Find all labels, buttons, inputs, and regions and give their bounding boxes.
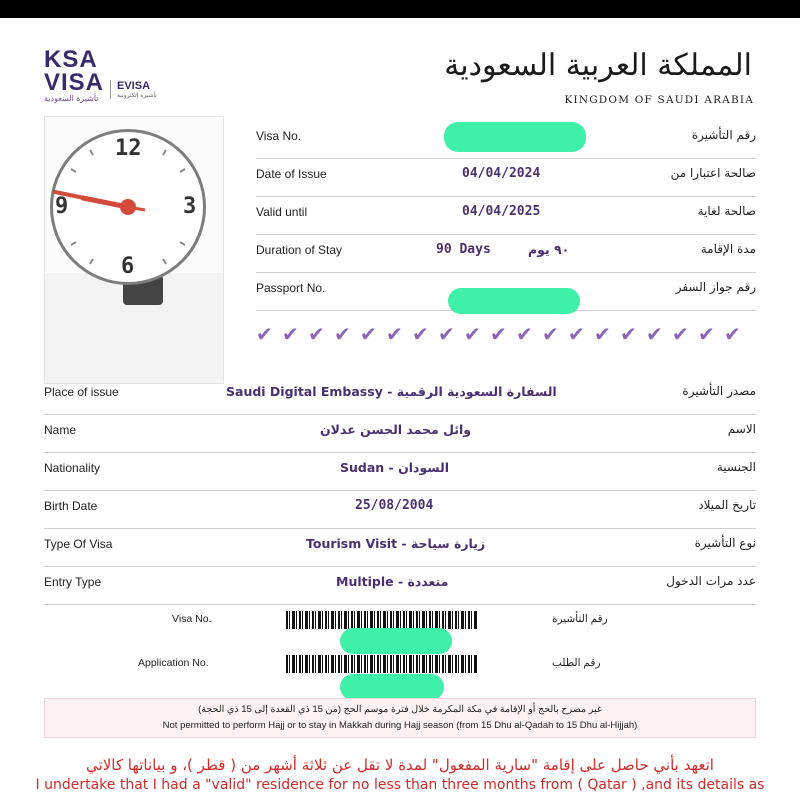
passport-label-ar: رقم جواز السفر bbox=[675, 280, 756, 294]
ksa-logo-line1: KSA bbox=[44, 46, 98, 73]
nationality-row bbox=[44, 452, 756, 491]
visa-type-label-ar: نوع التأشيرة bbox=[694, 536, 756, 550]
barcode-app-label-ar: رقم الطلب bbox=[552, 657, 601, 669]
passport-redaction bbox=[448, 288, 580, 314]
nationality-label: Nationality bbox=[44, 461, 101, 475]
issue-date-label-ar: صالحة اعتبارا من bbox=[670, 166, 756, 180]
duration-value-ar: ٩٠ يوم bbox=[528, 242, 570, 257]
evisa-logo-text: EVISA bbox=[117, 80, 151, 92]
place-of-issue-label-ar: مصدر التأشيرة bbox=[682, 384, 756, 398]
applicant-photo bbox=[44, 116, 224, 384]
birth-date-value: 25/08/2004 bbox=[355, 498, 434, 513]
clock-number-9: 9 bbox=[55, 194, 69, 219]
evisa-logo bbox=[110, 80, 157, 99]
name-label-ar: الاسم bbox=[727, 422, 756, 436]
birth-date-row bbox=[44, 490, 756, 529]
top-black-bar bbox=[0, 0, 800, 18]
visa-type-value: Tourism Visit - زيارة سياحة bbox=[306, 536, 486, 551]
birth-date-label: Birth Date bbox=[44, 499, 98, 513]
valid-until-value: 04/04/2025 bbox=[462, 204, 541, 219]
visa-no-redaction bbox=[444, 122, 586, 152]
name-label: Name bbox=[44, 423, 77, 437]
entry-type-value: Multiple - متعددة bbox=[336, 574, 449, 589]
pledge-english: I undertake that I had a "valid" residence for no less than three months from ( Qatar ) ,and its details as bbox=[35, 777, 765, 793]
place-of-issue-label: Place of issue bbox=[44, 385, 119, 399]
hajj-notice bbox=[44, 698, 756, 738]
name-row bbox=[44, 414, 756, 453]
barcode-app-redaction bbox=[340, 674, 444, 700]
barcode-visa-label-ar: رقم التأشيرة bbox=[552, 613, 608, 625]
issue-date-value: 04/04/2024 bbox=[462, 166, 541, 181]
ksa-visa-logo bbox=[44, 48, 104, 104]
duration-value: 90 Days bbox=[436, 242, 491, 257]
place-of-issue-row bbox=[44, 376, 756, 415]
birth-date-label-ar: تاريخ الميلاد bbox=[698, 498, 756, 512]
pledge-arabic: اتعهد بأني حاصل على إقامة "سارية المفعول" لمدة لا تقل عن ثلاثة أشهر من ( قطر )، و بياناتها كالاتي bbox=[86, 756, 714, 774]
valid-until-label: Valid until bbox=[256, 205, 308, 219]
passport-row bbox=[256, 272, 756, 311]
evisa-logo-sub: تأشيرة إلكترونية bbox=[117, 93, 157, 99]
clock-center bbox=[120, 199, 136, 215]
barcode-visa-label: Visa No. bbox=[172, 613, 212, 625]
nationality-label-ar: الجنسية bbox=[716, 460, 756, 474]
clock-number-6: 6 bbox=[121, 254, 135, 279]
entry-type-label-ar: عدد مرات الدخول bbox=[666, 574, 756, 588]
issue-date-row bbox=[256, 158, 756, 197]
clock-icon bbox=[50, 129, 206, 285]
hajj-notice-arabic: غير مصرح بالحج أو الإقامة في مكة المكرمة خلال فترة موسم الحج (من 15 ذي القعدة إلى 15 ذي الحجة) bbox=[198, 704, 602, 715]
entry-type-label: Entry Type bbox=[44, 575, 102, 589]
barcode-visa-redaction bbox=[340, 628, 452, 654]
barcode-app-label: Application No. bbox=[138, 657, 209, 669]
kingdom-english-title: KINGDOM OF SAUDI ARABIA bbox=[564, 94, 754, 106]
application-barcode bbox=[286, 655, 478, 673]
visa-type-row bbox=[44, 528, 756, 567]
duration-row bbox=[256, 234, 756, 273]
hajj-notice-english: Not permitted to perform Hajj or to stay in Makkah during Hajj season (from 15 Dhu al-Qadah to 15 Dhu al-Hijjah) bbox=[162, 720, 638, 731]
visa-barcode bbox=[286, 611, 478, 629]
entry-type-row bbox=[44, 566, 756, 605]
ksa-logo-line2: VISA bbox=[44, 69, 105, 96]
visa-no-label: Visa No. bbox=[256, 129, 302, 143]
ksa-logo-sub: تأشيرة السعودية bbox=[44, 94, 99, 103]
passport-label: Passport No. bbox=[256, 281, 326, 295]
clock-number-12: 12 bbox=[115, 136, 142, 161]
duration-label: Duration of Stay bbox=[256, 243, 343, 257]
visa-no-label-ar: رقم التأشيرة bbox=[691, 128, 756, 142]
issue-date-label: Date of Issue bbox=[256, 167, 327, 181]
clock-number-3: 3 bbox=[183, 194, 197, 219]
place-of-issue-value: Saudi Digital Embassy - السفارة السعودية الرقمية bbox=[226, 384, 557, 399]
visa-type-label: Type Of Visa bbox=[44, 537, 113, 551]
security-check-pattern: ✔ ✔ ✔ ✔ ✔ ✔ ✔ ✔ ✔ ✔ ✔ ✔ ✔ ✔ ✔ ✔ ✔ ✔ ✔ bbox=[256, 322, 741, 346]
duration-label-ar: مدة الإقامة bbox=[700, 242, 756, 256]
nationality-value: Sudan - السودان bbox=[340, 460, 449, 475]
valid-until-row bbox=[256, 196, 756, 235]
valid-until-label-ar: صالحة لغاية bbox=[697, 204, 756, 218]
kingdom-arabic-title: المملكة العربية السعودية bbox=[444, 48, 752, 83]
visa-no-row bbox=[256, 120, 756, 159]
name-value: وائل محمد الحسن عدلان bbox=[320, 422, 472, 437]
